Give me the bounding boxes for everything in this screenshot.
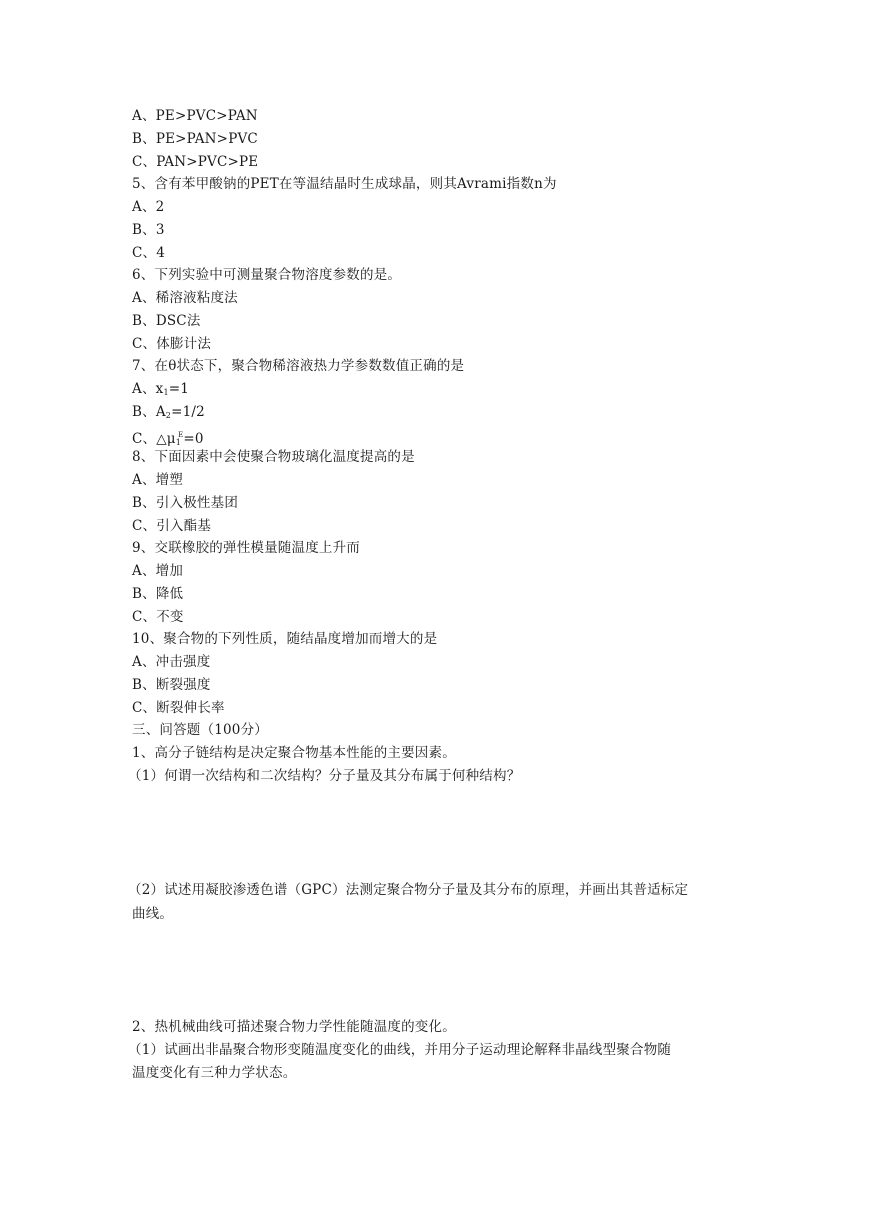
section-heading: 三、问答题（100分） [132,722,268,738]
option-c-q7: C、$\triangle\mu_1^E=0$ [132,431,204,447]
question-10: 10、聚合物的下列性质，随结晶度增加而增大的是 [132,631,438,647]
option-b-q8: B、引入极性基团 [132,495,239,511]
option-a-q8: A、增塑 [132,472,184,488]
option-c-q10: C、断裂伸长率 [132,700,225,716]
option-a-q5: A、2 [132,199,165,215]
question-5: 5、含有苯甲酸钠的PET在等温结晶时生成球晶，则其Avrami指数n为 [132,176,557,192]
option-b-q10: B、断裂强度 [132,677,211,693]
essay-question-2-part-1-cont: 温度变化有三种力学状态。 [132,1065,297,1081]
question-9: 9、交联橡胶的弹性模量随温度上升而 [132,540,360,556]
option-a-q4: A、PE>PVC>PAN [132,108,258,124]
option-a-q9: A、增加 [132,563,184,579]
essay-question-2-part-1: （1）试画出非晶聚合物形变随温度变化的曲线，并用分子运动理论解释非晶线型聚合物随 [128,1042,672,1058]
option-b-q9: B、降低 [132,586,184,602]
option-c-q9: C、不变 [132,609,184,625]
option-a-q10: A、冲击强度 [132,654,211,670]
option-b-q4: B、PE>PAN>PVC [132,131,258,147]
option-c-q4: C、PAN>PVC>PE [132,154,259,170]
option-a-q6: A、稀溶液粘度法 [132,290,238,306]
essay-question-1: 1、高分子链结构是决定聚合物基本性能的主要因素。 [132,745,456,761]
option-b-q6: B、DSC法 [132,313,201,329]
option-c-q8: C、引入酯基 [132,518,212,534]
essay-question-2: 2、热机械曲线可描述聚合物力学性能随温度的变化。 [132,1019,456,1035]
essay-question-1-part-2-cont: 曲线。 [132,906,174,922]
question-6: 6、下列实验中可测量聚合物溶度参数的是。 [132,267,402,283]
option-a-q7: A、$x_1=1$ [132,381,190,397]
option-c-q5: C、4 [132,245,166,261]
option-b-q5: B、3 [132,222,165,238]
essay-question-1-part-1: （1）何谓一次结构和二次结构？分子量及其分布属于何种结构？ [128,768,521,784]
question-8: 8、下面因素中会使聚合物玻璃化温度提高的是 [132,449,415,465]
option-c-q6: C、体膨计法 [132,336,212,352]
essay-question-1-part-2: （2）试述用凝胶渗透色谱（GPC）法测定聚合物分子量及其分布的原理，并画出其普适标定 [128,882,689,898]
question-7: 7、在θ状态下，聚合物稀溶液热力学参数数值正确的是 [132,358,465,374]
option-b-q7: B、$A_2=1/2$ [132,404,205,420]
